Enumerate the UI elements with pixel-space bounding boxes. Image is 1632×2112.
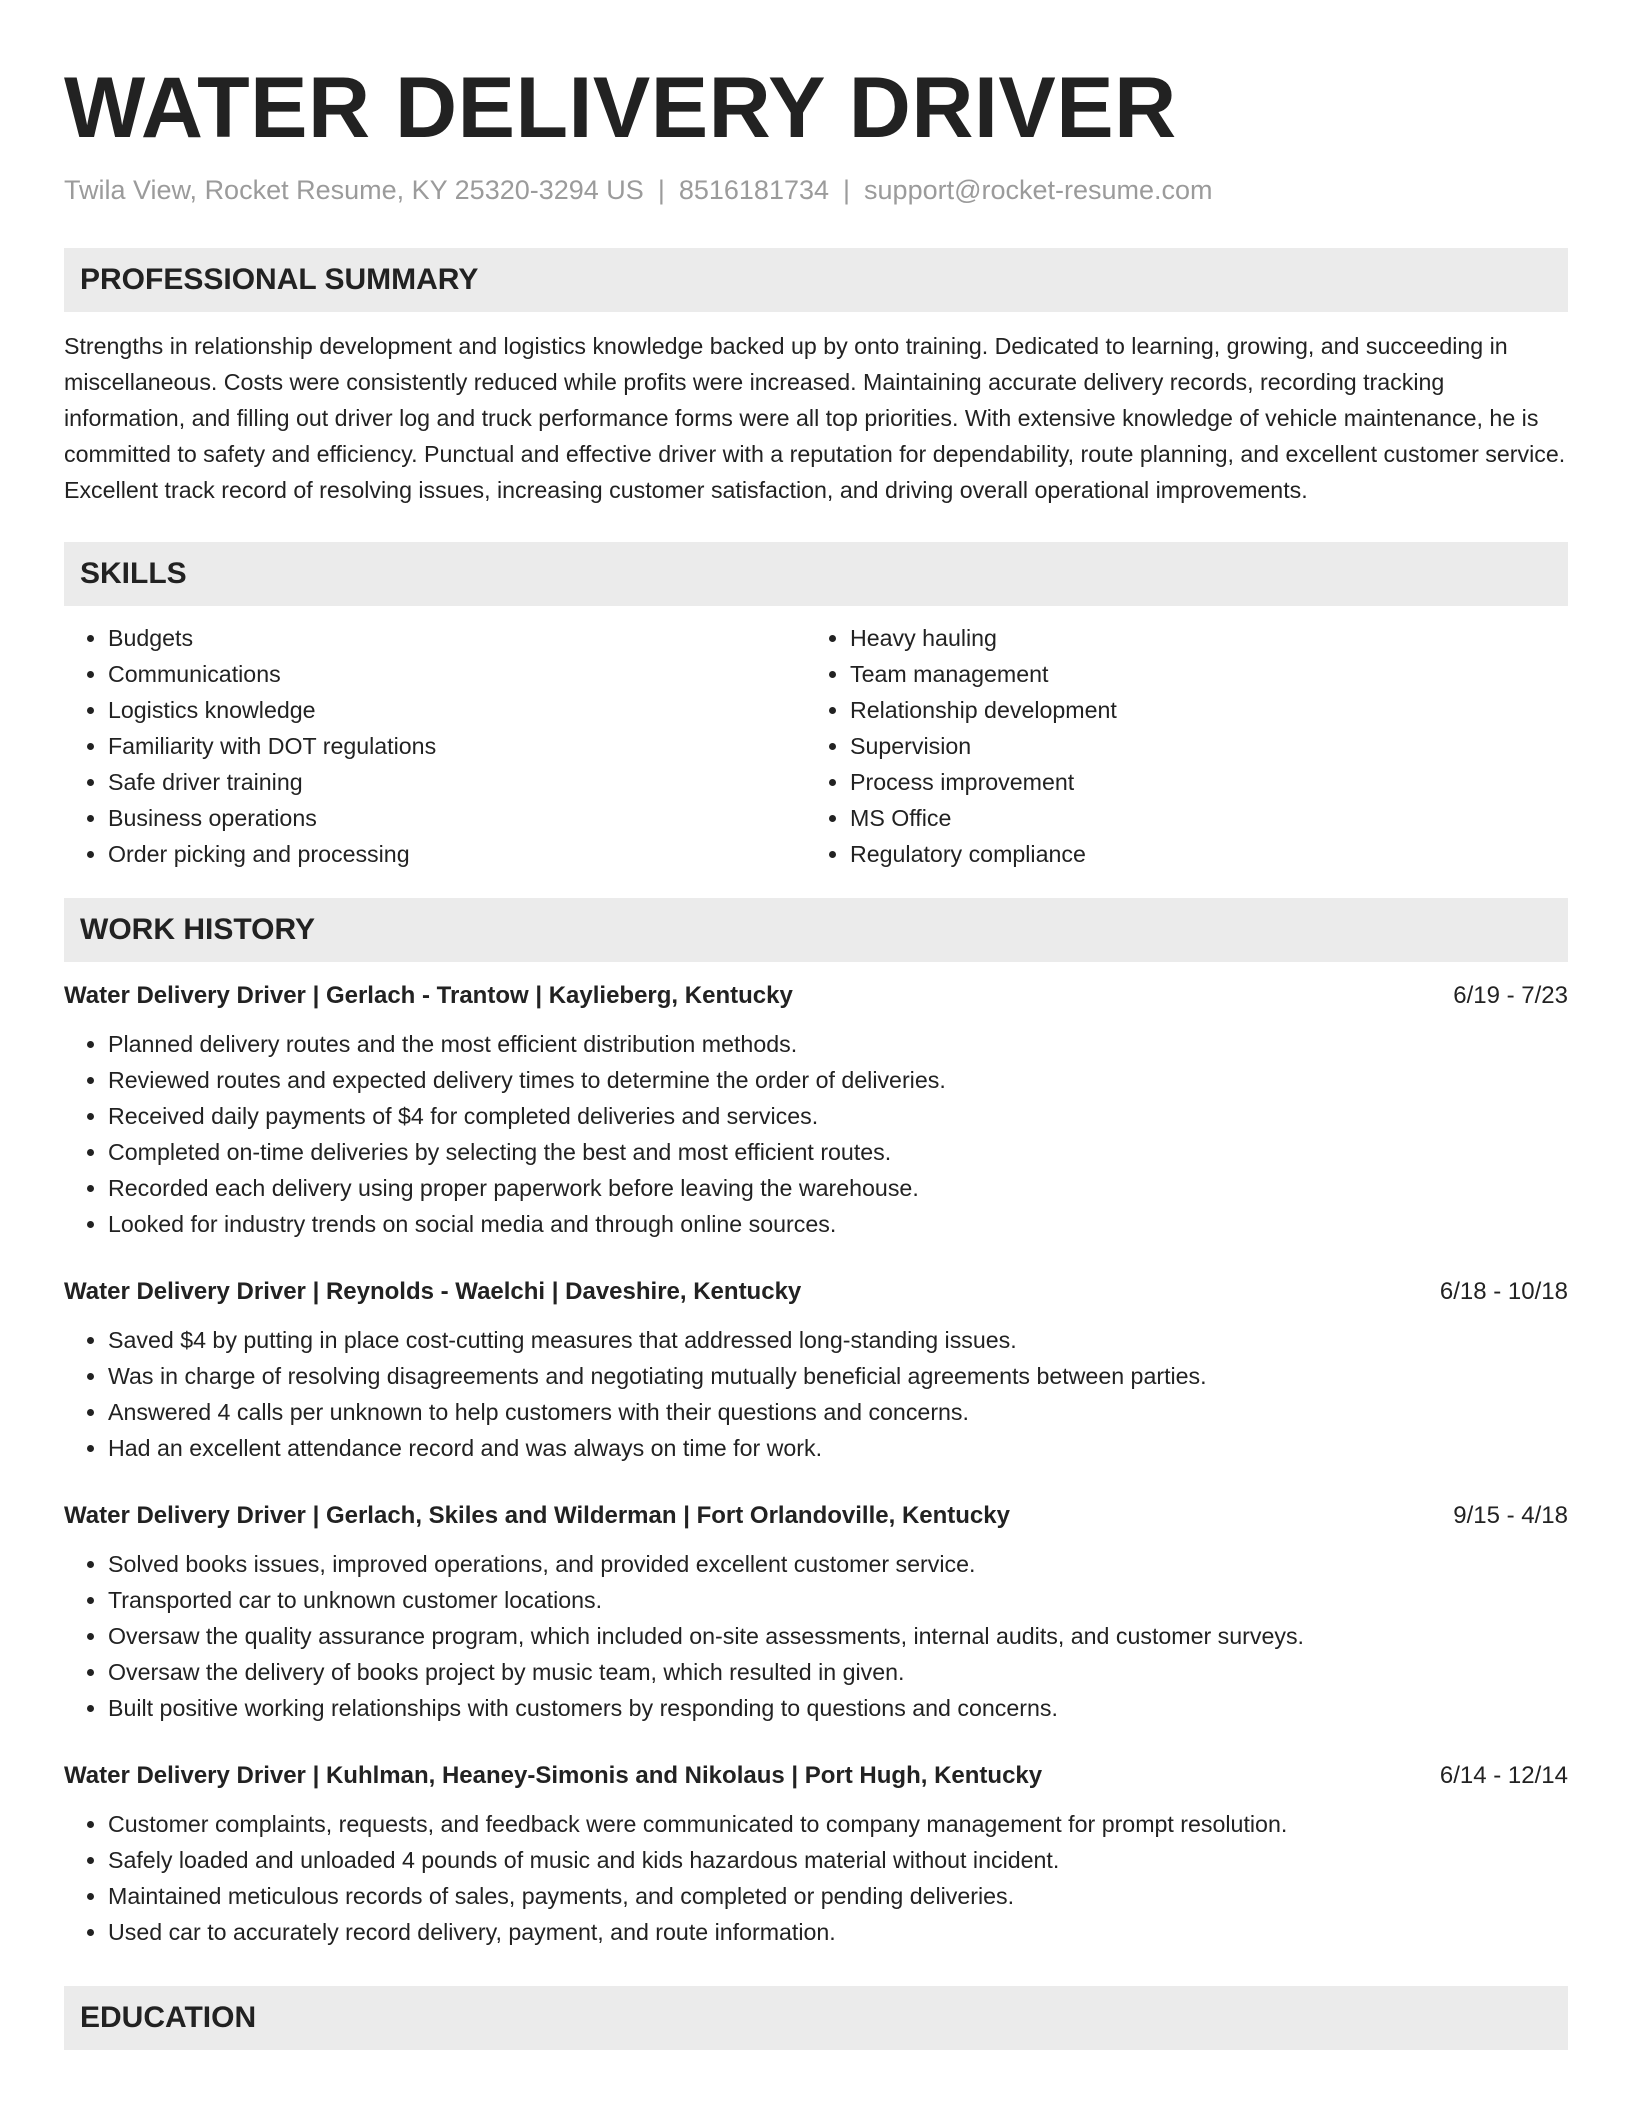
- job-title: Water Delivery Driver | Gerlach - Trantow | Kaylieberg, Kentucky: [64, 982, 793, 1009]
- job-bullet: • Looked for industry trends on social media and through online sources.: [108, 1206, 1568, 1242]
- job-dates: 9/15 - 4/18: [1453, 1502, 1568, 1529]
- contact-phone: 8516181734: [678, 175, 830, 205]
- section-header-work-history: WORK HISTORY: [64, 898, 1568, 962]
- skill-item: • MS Office: [850, 800, 1548, 836]
- job-bullet: • Saved $4 by putting in place cost-cutting measures that addressed long-standing issues.: [108, 1322, 1568, 1358]
- skill-item: • Communications: [108, 656, 806, 692]
- job-bullet: • Answered 4 calls per unknown to help customers with their questions and concerns.: [108, 1394, 1568, 1430]
- job-bullet: • Oversaw the delivery of books project by music team, which resulted in given.: [108, 1654, 1568, 1690]
- skill-item: • Heavy hauling: [850, 620, 1548, 656]
- skills-column-left: [64, 620, 806, 872]
- job-bullet: • Used car to accurately record delivery, payment, and route information.: [108, 1914, 1568, 1950]
- job-bullets: [64, 1806, 1568, 1950]
- section-header-summary: PROFESSIONAL SUMMARY: [64, 248, 1568, 312]
- skill-item: • Team management: [850, 656, 1548, 692]
- job-bullet: • Solved books issues, improved operations, and provided excellent customer service.: [108, 1546, 1568, 1582]
- job-entry: [64, 976, 1568, 1242]
- work-history-list: [64, 976, 1568, 1950]
- skill-item: • Logistics knowledge: [108, 692, 806, 728]
- skill-item: • Regulatory compliance: [850, 836, 1548, 872]
- job-dates: 6/18 - 10/18: [1439, 1278, 1568, 1305]
- section-header-education: EDUCATION: [64, 1986, 1568, 2050]
- job-bullet: • Built positive working relationships with customers by responding to questions and concerns.: [108, 1690, 1568, 1726]
- job-bullet: • Safely loaded and unloaded 4 pounds of music and kids hazardous material without incident.: [108, 1842, 1568, 1878]
- job-entry: [64, 1496, 1568, 1726]
- job-bullet: • Planned delivery routes and the most efficient distribution methods.: [108, 1026, 1568, 1062]
- job-entry: [64, 1756, 1568, 1950]
- job-bullet: • Recorded each delivery using proper paperwork before leaving the warehouse.: [108, 1170, 1568, 1206]
- resume-name: WATER DELIVERY DRIVER: [64, 60, 1177, 156]
- section-header-skills: SKILLS: [64, 542, 1568, 606]
- summary-text: Strengths in relationship development and logistics knowledge backed up by onto training. Dedicated to learning, growing, and succeeding in miscellaneous. Costs were consistently reduced while profits were increased. Maintaining accurate delivery records, recording tracking information, and filling out driver log and truck performance forms were all top priorities. With extensive knowledge of vehicle maintenance, he is committed to safety and efficiency. Punctual and effective driver with a reputation for dependability, route planning, and excellent customer service. Excellent track record of resolving issues, increasing customer satisfaction, and driving overall operational improvements.: [64, 333, 1566, 503]
- job-bullets: [64, 1546, 1568, 1726]
- contact-separator: |: [657, 175, 665, 205]
- job-bullets: [64, 1322, 1568, 1466]
- skill-item: • Familiarity with DOT regulations: [108, 728, 806, 764]
- job-bullet: • Had an excellent attendance record and was always on time for work.: [108, 1430, 1568, 1466]
- skills-list: [64, 620, 1568, 872]
- job-bullet: • Was in charge of resolving disagreements and negotiating mutually beneficial agreements between parties.: [108, 1358, 1568, 1394]
- job-entry: [64, 1272, 1568, 1466]
- job-bullets: [64, 1026, 1568, 1242]
- job-header: [64, 1756, 1568, 1796]
- job-header: [64, 976, 1568, 1016]
- job-bullet: • Reviewed routes and expected delivery times to determine the order of deliveries.: [108, 1062, 1568, 1098]
- job-bullet: • Oversaw the quality assurance program, which included on-site assessments, internal audits, and customer surveys.: [108, 1618, 1568, 1654]
- contact-email: support@rocket-resume.com: [864, 175, 1213, 205]
- job-bullet: • Received daily payments of $4 for completed deliveries and services.: [108, 1098, 1568, 1134]
- job-header: [64, 1496, 1568, 1536]
- skill-item: • Process improvement: [850, 764, 1548, 800]
- skill-item: • Order picking and processing: [108, 836, 806, 872]
- skill-item: • Supervision: [850, 728, 1548, 764]
- contact-separator: |: [843, 175, 851, 205]
- skill-item: • Relationship development: [850, 692, 1548, 728]
- contact-line: [64, 172, 1568, 208]
- contact-address: Twila View, Rocket Resume, KY 25320-3294 US: [64, 175, 644, 205]
- job-bullet: • Maintained meticulous records of sales, payments, and completed or pending deliveries.: [108, 1878, 1568, 1914]
- job-bullet: • Completed on-time deliveries by selecting the best and most efficient routes.: [108, 1134, 1568, 1170]
- skills-column-right: [806, 620, 1548, 872]
- job-title: Water Delivery Driver | Gerlach, Skiles and Wilderman | Fort Orlandoville, Kentucky: [64, 1502, 1010, 1529]
- skill-item: • Business operations: [108, 800, 806, 836]
- skill-item: • Safe driver training: [108, 764, 806, 800]
- job-dates: 6/14 - 12/14: [1439, 1762, 1568, 1789]
- job-bullet: • Customer complaints, requests, and feedback were communicated to company management for prompt resolution.: [108, 1806, 1568, 1842]
- job-title: Water Delivery Driver | Kuhlman, Heaney-Simonis and Nikolaus | Port Hugh, Kentucky: [64, 1762, 1043, 1789]
- job-title: Water Delivery Driver | Reynolds - Waelchi | Daveshire, Kentucky: [64, 1278, 802, 1305]
- job-dates: 6/19 - 7/23: [1453, 982, 1568, 1009]
- job-bullet: • Transported car to unknown customer locations.: [108, 1582, 1568, 1618]
- job-header: [64, 1272, 1568, 1312]
- skill-item: • Budgets: [108, 620, 806, 656]
